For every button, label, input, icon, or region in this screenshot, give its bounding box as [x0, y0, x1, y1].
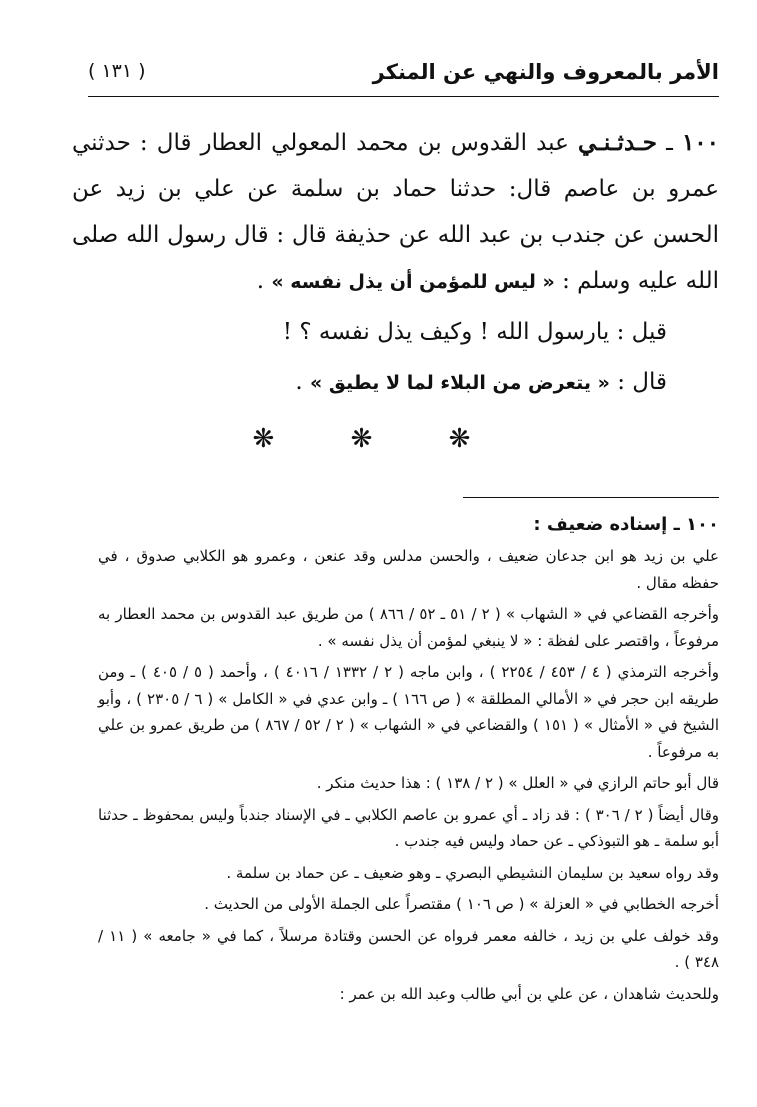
running-head: الأمر بالمعروف والنهي عن المنكر — [372, 60, 719, 84]
footnote-rule — [463, 497, 719, 498]
footnote-paragraph: وأخرجه الترمذي ( ٤ / ٤٥٣ / ٢٢٥٤ ) ، وابن ماجه ( ٢ / ١٣٣٢ / ٤٠١٦ ) ، وأحمد ( ٥ / ٤٠٥ ) ـ ومن طريقه ابن حجر في « الأمالي المطلقة » ( ص ١٦٦ ) ـ وابن عدي في « الكامل » ( ٦ / ٢٣٠٥ ) ، وأبو الشيخ في « الأمثال » ( ١٥١ ) والقضاعي في « الشهاب » ( ٢ / ٥٢ / ٨٦٧ ) من طريق عمرو بن علي به مرفوعاً . — [98, 663, 720, 761]
end-mark-3: . — [295, 369, 303, 395]
footnote-paragraph: علي بن زيد هو ابن جدعان ضعيف ، والحسن مدلس وقد عنعن ، وعمرو هو الكلابي صدوق ، في حفظه مقال . — [98, 547, 719, 592]
question-line: قيل : يارسول الله ! وكيف يذل نفسه ؟ ! — [282, 319, 667, 345]
hadith-quote-1: « ليس للمؤمن أن يذل نفسه » — [271, 271, 555, 293]
footnote-paragraph: وقال أيضاً ( ٢ / ٣٠٦ ) : قد زاد ـ أي عمرو بن عاصم الكلابي ـ في الإسناد جندباً وليس بمحفوظ ـ حدثنا أبو سلمة ـ هو التبوذكي ـ عن حماد وليس فيه جندب . — [98, 805, 720, 850]
main-text — [72, 120, 719, 406]
narration-text: عبد القدوس بن محمد المعولي العطار قال : حدثني عمرو بن عاصم قال: حدثنا حماد بن سلمة عن علي بن زيد عن الحسن عن جندب بن عبد الله عن حذيفة قال : قال رسول الله صلى الله عليه وسلم : — [72, 130, 719, 294]
footnote-paragraph: قال أبو حاتم الرازي في « العلل » ( ٢ / ١٣٨ ) : هذا حديث منكر . — [316, 774, 719, 792]
hadith-paragraph: ١٠٠ ـ حـدثـنـي عبد القدوس بن محمد المعولي العطار قال : حدثني عمرو بن عاصم قال: حدثنا حماد بن سلمة عن علي بن زيد عن الحسن عن جندب بن عبد الله عن حذيفة قال : قال رسول الله صلى الله عليه وسلم : « ليس للمؤمن أن يذل نفسه » . — [72, 129, 719, 294]
footnotes — [98, 507, 719, 1012]
footnote-paragraph: وقد رواه سعيد بن سليمان النشيطي البصري ـ وهو ضعيف ـ عن حماد بن سلمة . — [226, 863, 719, 882]
footnote-paragraph: وأخرجه القضاعي في « الشهاب » ( ٢ / ٥١ ـ ٥٢ / ٨٦٦ ) من طريق عبد القدوس بن محمد العطار به مرفوعاً ، واقتصر على لفظة : « لا ينبغي لمؤمن أن يذل نفسه » . — [98, 605, 719, 650]
answer-line — [72, 359, 719, 406]
footnote-heading: ١٠٠ ـ إسناده ضعيف : — [533, 514, 719, 535]
footnote-paragraph: وقد خولف علي بن زيد ، خالفه معمر فرواه عن الحسن وقتادة مرسلاً ، كما في « جامعه » ( ١١ / ٣٤٨ ) . — [98, 926, 720, 971]
footnote-paragraph: أخرجه الخطابي في « العزلة » ( ص ١٠٦ ) مقتصراً على الجملة الأولى من الحديث . — [204, 895, 719, 913]
hadith-quote-2: « يتعرض من البلاء لما لا يطيق » — [309, 372, 610, 394]
section-separator-stars: ❋ ❋ ❋ — [252, 424, 505, 454]
footnote-paragraph: وللحديث شاهدان ، عن علي بن أبي طالب وعبد الله بن عمر : — [339, 984, 719, 1003]
answer-prefix: قال : — [617, 369, 667, 395]
hadith-number: ١٠٠ — [681, 129, 719, 156]
haddathani-word: حـدثـنـي — [577, 129, 657, 156]
end-mark-1: . — [256, 268, 265, 294]
page-header — [88, 58, 719, 97]
page-number: ( ١٣١ ) — [88, 60, 146, 82]
